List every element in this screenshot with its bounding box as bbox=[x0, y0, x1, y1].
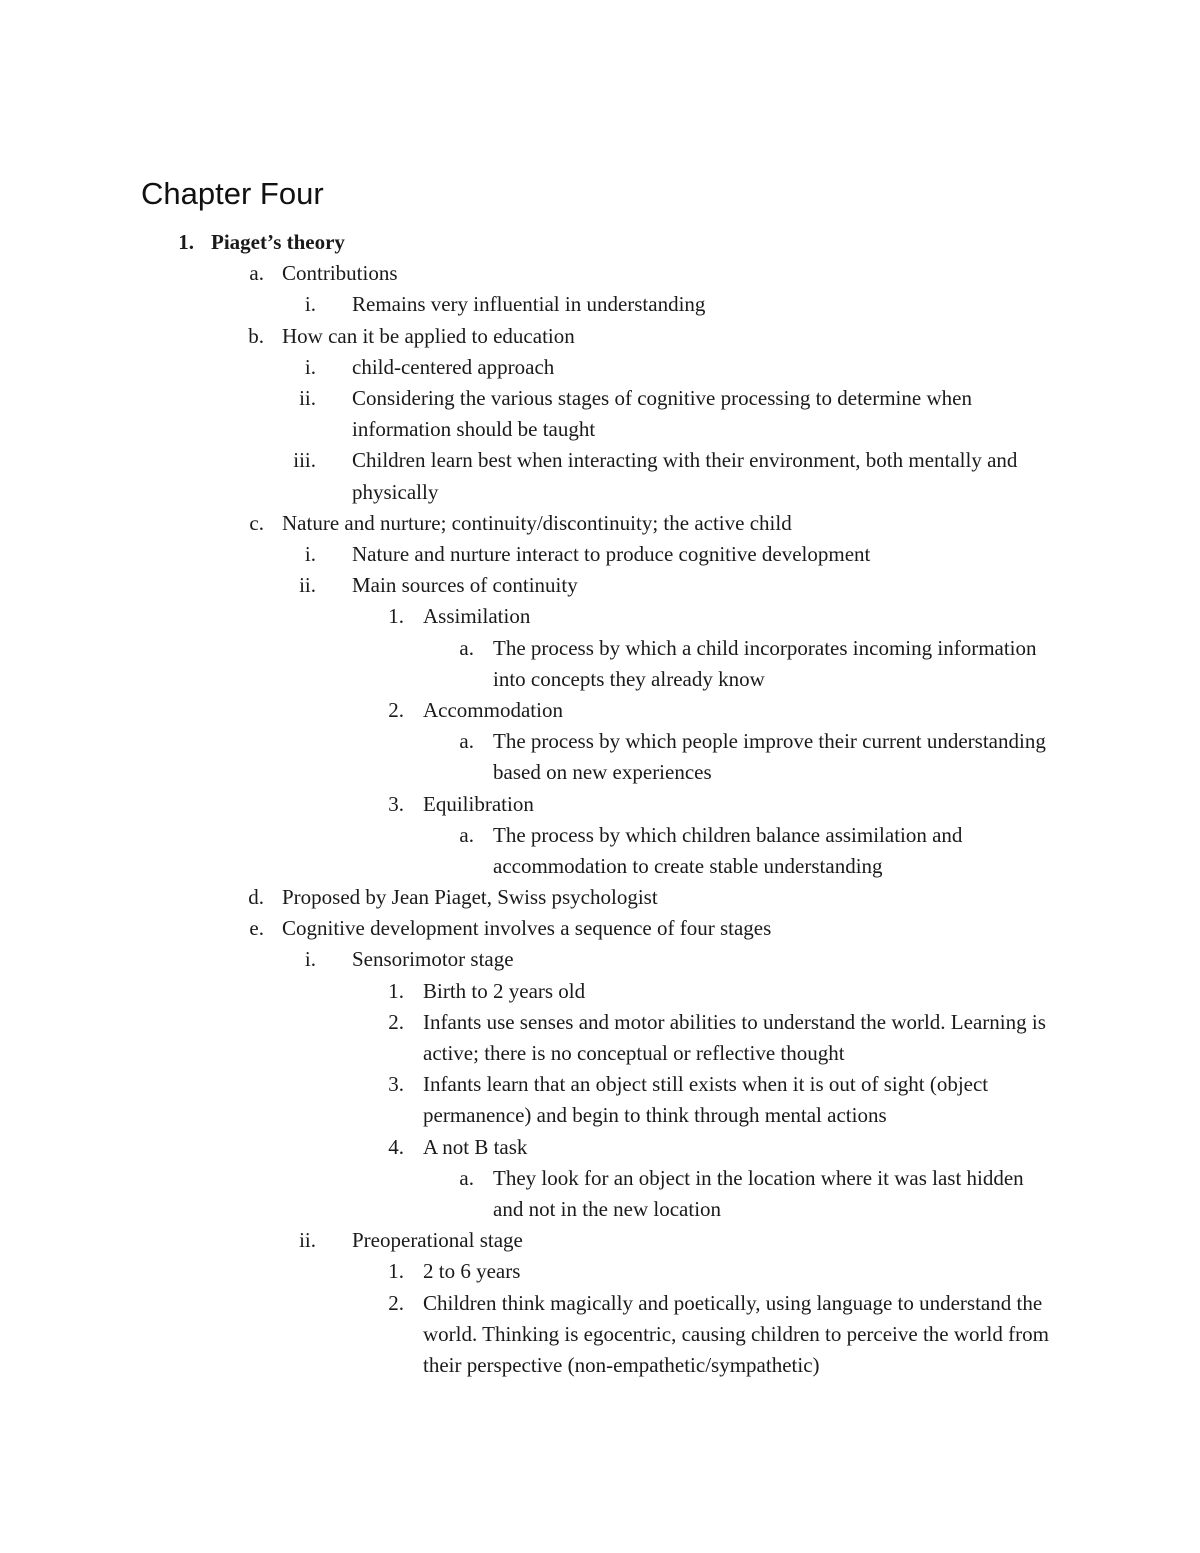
list-item-text: Nature and nurture interact to produce cognitive development bbox=[352, 541, 871, 566]
list-item-text: Assimilation bbox=[423, 604, 531, 629]
list-item bbox=[0, 383, 1200, 445]
list-marker: 2. bbox=[388, 1009, 404, 1034]
list-item-text: 2 to 6 years bbox=[423, 1259, 521, 1284]
list-item-text: Children learn best when interacting with their environment, both mentally and physically bbox=[352, 448, 1018, 504]
list-item-text: Cognitive development involves a sequence of four stages bbox=[282, 916, 772, 941]
list-marker: 2. bbox=[388, 697, 404, 722]
list-item bbox=[0, 445, 1200, 507]
list-item-text: Accommodation bbox=[423, 697, 563, 722]
list-marker: a. bbox=[459, 729, 474, 754]
list-item bbox=[0, 913, 1200, 944]
list-item bbox=[0, 258, 1200, 289]
list-item bbox=[0, 1256, 1200, 1287]
list-item-text: Children think magically and poetically, using language to understand the world. Thinking is egocentric, causing children to perceive the world from their perspective (non-empathetic/sympathetic) bbox=[423, 1290, 1049, 1378]
list-marker: iii. bbox=[293, 448, 316, 473]
list-item bbox=[0, 1288, 1200, 1382]
list-marker: b. bbox=[248, 323, 264, 348]
list-marker: 1. bbox=[178, 230, 194, 254]
list-marker: ii. bbox=[299, 385, 316, 410]
list-item bbox=[0, 1069, 1200, 1131]
list-item bbox=[0, 695, 1200, 726]
list-item bbox=[0, 1132, 1200, 1163]
list-marker: c. bbox=[249, 510, 264, 535]
list-marker: a. bbox=[249, 261, 264, 286]
list-item-text: Infants use senses and motor abilities to understand the world. Learning is active; there is no conceptual or reflective thought bbox=[423, 1009, 1046, 1066]
list-item-text: The process by which children balance assimilation and accommodation to create stable understanding bbox=[493, 822, 963, 878]
list-item bbox=[0, 789, 1200, 820]
list-marker: a. bbox=[459, 635, 474, 660]
list-marker: 3. bbox=[388, 791, 404, 816]
list-item-text: child-centered approach bbox=[352, 354, 555, 379]
list-marker: 4. bbox=[388, 1134, 404, 1159]
list-item bbox=[0, 882, 1200, 913]
list-item bbox=[0, 289, 1200, 320]
list-item-text: The process by which a child incorporates incoming information into concepts they already know bbox=[493, 635, 1037, 691]
list-item-text: Contributions bbox=[282, 261, 398, 286]
outline-list bbox=[0, 227, 1200, 1381]
list-item bbox=[0, 570, 1200, 601]
list-item-text: Sensorimotor stage bbox=[352, 947, 514, 972]
list-item-text: Proposed by Jean Piaget, Swiss psychologist bbox=[282, 885, 658, 910]
list-marker: 1. bbox=[388, 1259, 404, 1284]
list-item bbox=[0, 508, 1200, 539]
list-marker: 2. bbox=[388, 1290, 404, 1315]
list-item-text: Considering the various stages of cognitive processing to determine when information should be taught bbox=[352, 385, 972, 442]
list-item-text: How can it be applied to education bbox=[282, 323, 575, 348]
list-item bbox=[0, 633, 1200, 695]
list-item bbox=[0, 726, 1200, 788]
list-marker: ii. bbox=[299, 1228, 316, 1253]
list-item-text: A not B task bbox=[423, 1134, 528, 1159]
list-item bbox=[0, 820, 1200, 882]
list-item bbox=[0, 601, 1200, 632]
list-item-text: Infants learn that an object still exists when it is out of sight (object permanence) and begin to think through mental actions bbox=[423, 1072, 989, 1128]
list-marker: 1. bbox=[388, 604, 404, 629]
list-item bbox=[0, 352, 1200, 383]
list-marker: i. bbox=[304, 354, 316, 379]
list-marker: i. bbox=[304, 292, 316, 317]
list-item bbox=[0, 1007, 1200, 1069]
list-item-text: The process by which people improve their current understanding based on new experiences bbox=[493, 729, 1046, 785]
list-item-text: Remains very influential in understanding bbox=[352, 292, 706, 317]
list-item bbox=[0, 227, 1200, 258]
list-item-text: Piaget’s theory bbox=[211, 230, 345, 254]
list-item-text: Equilibration bbox=[423, 791, 534, 816]
list-item-text: Preoperational stage bbox=[352, 1228, 523, 1253]
list-marker: e. bbox=[249, 916, 264, 941]
list-item-text: Main sources of continuity bbox=[352, 573, 578, 598]
list-marker: 1. bbox=[388, 978, 404, 1003]
list-item bbox=[0, 321, 1200, 352]
list-item-text: Nature and nurture; continuity/discontinuity; the active child bbox=[282, 510, 792, 535]
list-item bbox=[0, 944, 1200, 975]
list-marker: d. bbox=[248, 885, 264, 910]
page-title: Chapter Four bbox=[141, 176, 324, 211]
list-item-text: They look for an object in the location where it was last hidden and not in the new location bbox=[493, 1165, 1024, 1222]
list-marker: i. bbox=[304, 947, 316, 972]
list-item bbox=[0, 1225, 1200, 1256]
list-marker: 3. bbox=[388, 1072, 404, 1097]
list-item bbox=[0, 976, 1200, 1007]
list-item bbox=[0, 539, 1200, 570]
list-item bbox=[0, 1163, 1200, 1225]
list-item-text: Birth to 2 years old bbox=[423, 978, 586, 1003]
list-marker: ii. bbox=[299, 573, 316, 598]
list-marker: a. bbox=[459, 1165, 474, 1190]
list-marker: a. bbox=[459, 822, 474, 847]
list-marker: i. bbox=[304, 541, 316, 566]
